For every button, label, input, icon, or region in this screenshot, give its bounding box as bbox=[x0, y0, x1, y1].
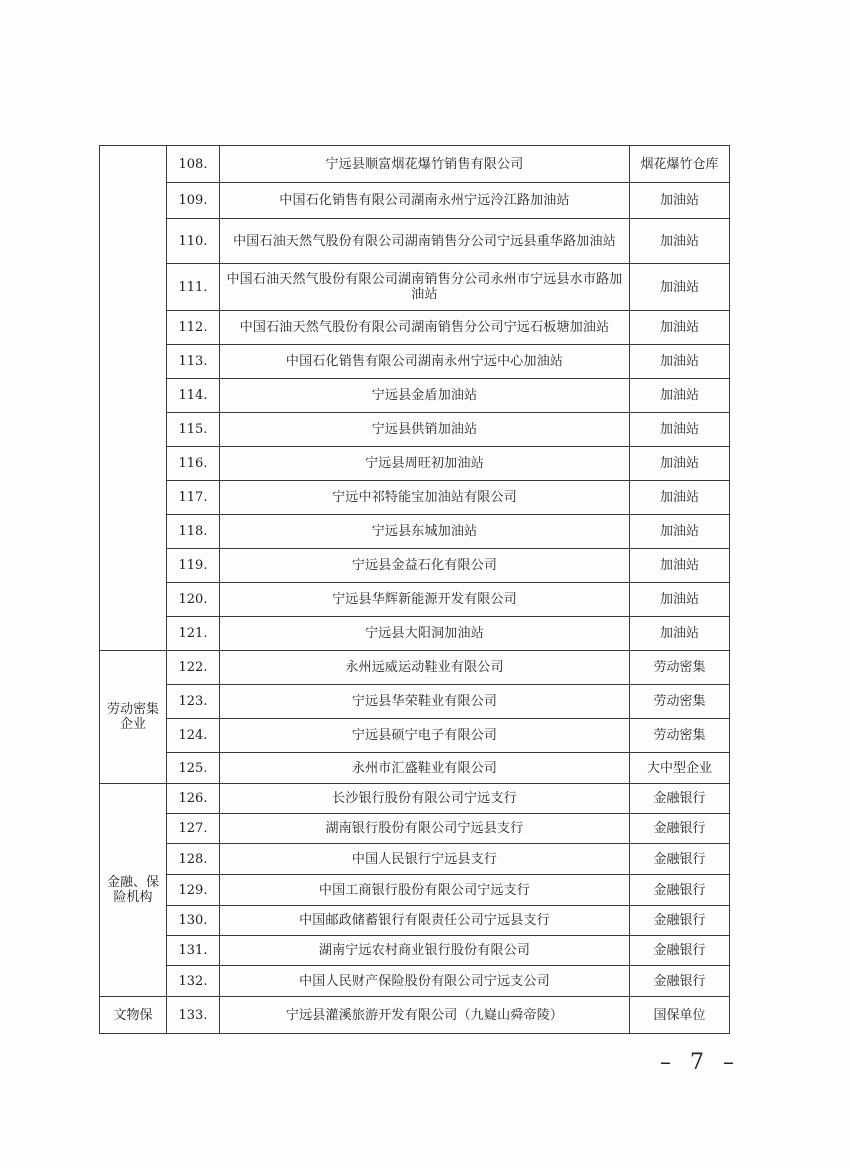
enterprise-name: 湖南宁远农村商业银行股份有限公司 bbox=[220, 936, 630, 966]
category-cell: 劳动密集企业 bbox=[100, 651, 167, 784]
row-number: 118. bbox=[167, 515, 220, 549]
row-number: 116. bbox=[167, 447, 220, 481]
table-row bbox=[100, 413, 730, 447]
table-row bbox=[100, 966, 730, 997]
enterprise-type: 加油站 bbox=[630, 345, 730, 379]
table-row bbox=[100, 814, 730, 844]
enterprise-type: 劳动密集 bbox=[630, 719, 730, 753]
row-number: 113. bbox=[167, 345, 220, 379]
enterprise-type: 加油站 bbox=[630, 219, 730, 264]
enterprise-type: 国保单位 bbox=[630, 997, 730, 1034]
enterprise-name: 宁远县华辉新能源开发有限公司 bbox=[220, 583, 630, 617]
enterprise-name: 宁远县顺富烟花爆竹销售有限公司 bbox=[220, 146, 630, 183]
row-number: 125. bbox=[167, 753, 220, 784]
table-row bbox=[100, 685, 730, 719]
table-row bbox=[100, 515, 730, 549]
table-row bbox=[100, 844, 730, 875]
enterprise-type: 金融银行 bbox=[630, 936, 730, 966]
row-number: 132. bbox=[167, 966, 220, 997]
enterprise-name: 宁远县东城加油站 bbox=[220, 515, 630, 549]
row-number: 123. bbox=[167, 685, 220, 719]
row-number: 120. bbox=[167, 583, 220, 617]
table-row bbox=[100, 875, 730, 906]
enterprise-name: 中国人民银行宁远县支行 bbox=[220, 844, 630, 875]
enterprise-table bbox=[99, 145, 730, 1034]
row-number: 111. bbox=[167, 264, 220, 311]
enterprise-type: 金融银行 bbox=[630, 875, 730, 906]
enterprise-name: 宁远县周旺初加油站 bbox=[220, 447, 630, 481]
enterprise-name: 中国人民财产保险股份有限公司宁远支公司 bbox=[220, 966, 630, 997]
enterprise-type: 加油站 bbox=[630, 549, 730, 583]
enterprise-name: 中国石油天然气股份有限公司湖南销售分公司永州市宁远县水市路加油站 bbox=[220, 264, 630, 311]
enterprise-type: 加油站 bbox=[630, 379, 730, 413]
table-row bbox=[100, 784, 730, 814]
row-number: 122. bbox=[167, 651, 220, 685]
enterprise-name: 宁远县硕宁电子有限公司 bbox=[220, 719, 630, 753]
row-number: 127. bbox=[167, 814, 220, 844]
enterprise-name: 长沙银行股份有限公司宁远支行 bbox=[220, 784, 630, 814]
enterprise-type: 加油站 bbox=[630, 311, 730, 345]
enterprise-type: 加油站 bbox=[630, 617, 730, 651]
table-row bbox=[100, 379, 730, 413]
enterprise-name: 中国石化销售有限公司湖南永州宁远泠江路加油站 bbox=[220, 183, 630, 219]
enterprise-name: 湖南银行股份有限公司宁远县支行 bbox=[220, 814, 630, 844]
row-number: 129. bbox=[167, 875, 220, 906]
enterprise-name: 宁远县灌溪旅游开发有限公司（九嶷山舜帝陵） bbox=[220, 997, 630, 1034]
enterprise-name: 宁远县供销加油站 bbox=[220, 413, 630, 447]
category-cell: 金融、保险机构 bbox=[100, 784, 167, 997]
enterprise-name: 永州远威运动鞋业有限公司 bbox=[220, 651, 630, 685]
row-number: 124. bbox=[167, 719, 220, 753]
enterprise-type: 加油站 bbox=[630, 515, 730, 549]
table-row bbox=[100, 311, 730, 345]
table-row bbox=[100, 183, 730, 219]
enterprise-name: 中国石化销售有限公司湖南永州宁远中心加油站 bbox=[220, 345, 630, 379]
table-row bbox=[100, 936, 730, 966]
row-number: 117. bbox=[167, 481, 220, 515]
enterprise-type: 大中型企业 bbox=[630, 753, 730, 784]
row-number: 109. bbox=[167, 183, 220, 219]
enterprise-name: 中国工商银行股份有限公司宁远支行 bbox=[220, 875, 630, 906]
enterprise-type: 加油站 bbox=[630, 447, 730, 481]
enterprise-name: 中国石油天然气股份有限公司湖南销售分公司宁远石板塘加油站 bbox=[220, 311, 630, 345]
table-row bbox=[100, 651, 730, 685]
row-number: 112. bbox=[167, 311, 220, 345]
table-row bbox=[100, 906, 730, 936]
enterprise-type: 金融银行 bbox=[630, 844, 730, 875]
table-row bbox=[100, 549, 730, 583]
row-number: 130. bbox=[167, 906, 220, 936]
row-number: 115. bbox=[167, 413, 220, 447]
enterprise-type: 金融银行 bbox=[630, 814, 730, 844]
row-number: 119. bbox=[167, 549, 220, 583]
table-row bbox=[100, 447, 730, 481]
table-row bbox=[100, 345, 730, 379]
table-row bbox=[100, 753, 730, 784]
enterprise-name: 永州市汇盛鞋业有限公司 bbox=[220, 753, 630, 784]
row-number: 126. bbox=[167, 784, 220, 814]
enterprise-name: 中国石油天然气股份有限公司湖南销售分公司宁远县重华路加油站 bbox=[220, 219, 630, 264]
enterprise-type: 加油站 bbox=[630, 413, 730, 447]
enterprise-type: 劳动密集 bbox=[630, 685, 730, 719]
enterprise-type: 烟花爆竹仓库 bbox=[630, 146, 730, 183]
enterprise-type: 劳动密集 bbox=[630, 651, 730, 685]
table-row bbox=[100, 146, 730, 183]
row-number: 121. bbox=[167, 617, 220, 651]
table-row bbox=[100, 583, 730, 617]
table-row bbox=[100, 264, 730, 311]
page-number: – 7 – bbox=[660, 1050, 740, 1075]
row-number: 131. bbox=[167, 936, 220, 966]
enterprise-name: 宁远县华荣鞋业有限公司 bbox=[220, 685, 630, 719]
category-cell-blank bbox=[100, 146, 167, 651]
enterprise-type: 加油站 bbox=[630, 481, 730, 515]
row-number: 108. bbox=[167, 146, 220, 183]
table-row bbox=[100, 617, 730, 651]
row-number: 133. bbox=[167, 997, 220, 1034]
row-number: 110. bbox=[167, 219, 220, 264]
enterprise-type: 金融银行 bbox=[630, 966, 730, 997]
row-number: 114. bbox=[167, 379, 220, 413]
row-number: 128. bbox=[167, 844, 220, 875]
enterprise-type: 加油站 bbox=[630, 183, 730, 219]
enterprise-name: 宁远中祁特能宝加油站有限公司 bbox=[220, 481, 630, 515]
enterprise-type: 加油站 bbox=[630, 583, 730, 617]
enterprise-name: 宁远县金盾加油站 bbox=[220, 379, 630, 413]
enterprise-name: 宁远县大阳洞加油站 bbox=[220, 617, 630, 651]
category-cell: 文物保 bbox=[100, 997, 167, 1034]
enterprise-type: 加油站 bbox=[630, 264, 730, 311]
enterprise-name: 宁远县金益石化有限公司 bbox=[220, 549, 630, 583]
table-row bbox=[100, 481, 730, 515]
table-row bbox=[100, 997, 730, 1034]
table-row bbox=[100, 719, 730, 753]
table-row bbox=[100, 219, 730, 264]
enterprise-type: 金融银行 bbox=[630, 784, 730, 814]
enterprise-type: 金融银行 bbox=[630, 906, 730, 936]
enterprise-name: 中国邮政储蓄银行有限责任公司宁远县支行 bbox=[220, 906, 630, 936]
